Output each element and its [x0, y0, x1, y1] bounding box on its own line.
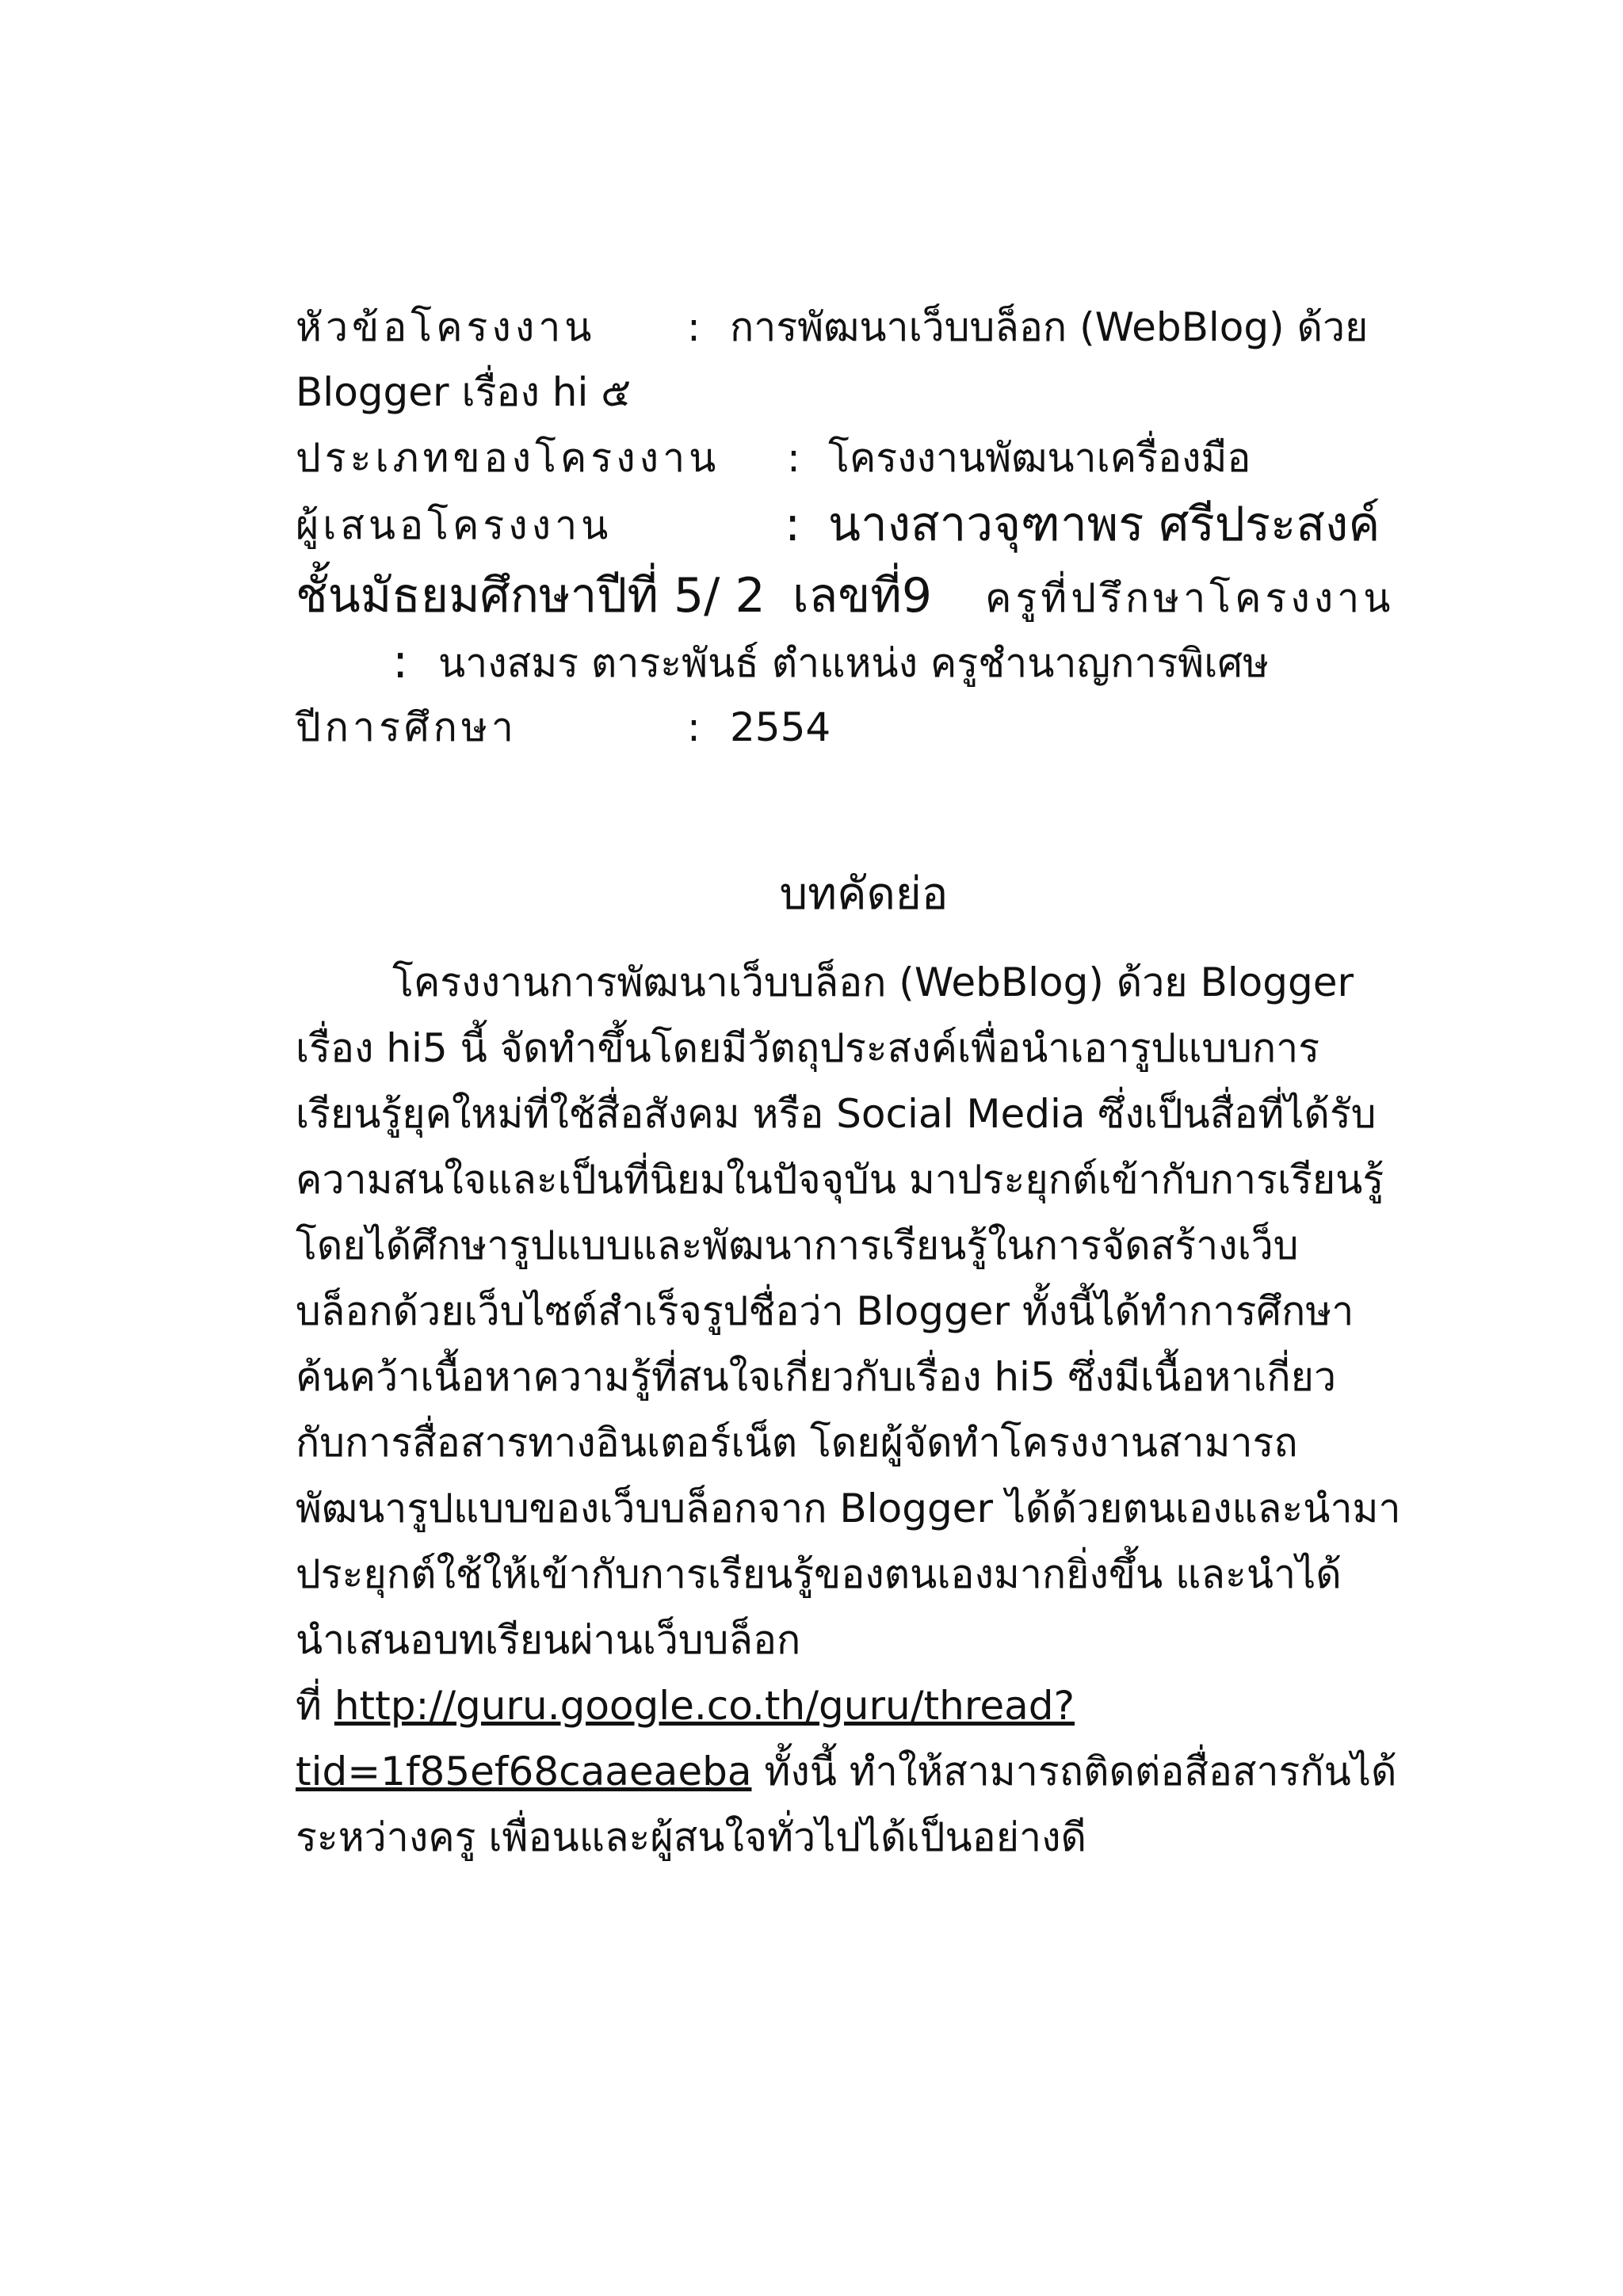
- advisor-colon: :: [392, 634, 409, 689]
- type-label: ประเภทของโครงงาน: [296, 435, 720, 481]
- abstract-line-2: เรื่อง hi5 นี้ จัดทำขึ้นโดยมีวัตถุประสงค์เพื่อนำเอารูปแบบการ: [296, 1025, 1320, 1071]
- abstract-line-9: พัฒนารูปแบบของเว็บบล็อกจาก Blogger ได้ด้วยตนเองและนำมา: [296, 1486, 1401, 1531]
- topic-value-continued: Blogger เรื่อง hi ๕: [296, 369, 632, 415]
- abstract-line-1: โครงงานการพัฒนาเว็บบล็อก (WebBlog) ด้วย Blogger: [392, 959, 1354, 1005]
- author-value: นางสาวจุฑาพร ศรีประสงค์: [828, 497, 1381, 552]
- abstract-line-8: กับการสื่อสารทางอินเตอร์เน็ต โดยผู้จัดทำโครงงานสามารถ: [296, 1420, 1298, 1466]
- abstract-link-line: [296, 1683, 1075, 1729]
- guru-thread-link[interactable]: http://guru.google.co.th/guru/thread?: [334, 1683, 1075, 1729]
- student-number: เลขที่9: [792, 568, 933, 624]
- abstract-line-11: นำเสนอบทเรียนผ่านเว็บบล็อก: [296, 1617, 801, 1663]
- type-colon: :: [787, 435, 800, 481]
- class-text: ชั้นมัธยมศึกษาปีที่ 5/ 2: [296, 568, 766, 624]
- abstract-line-4: ความสนใจและเป็นที่นิยมในปัจจุบัน มาประยุกต์เข้ากับการเรียนรู้: [296, 1157, 1384, 1203]
- link-prefix: ที่: [296, 1683, 334, 1729]
- author-colon: :: [785, 497, 801, 552]
- abstract-line-3: เรียนรู้ยุคใหม่ที่ใช้สื่อสังคม หรือ Social Media ซึ่งเป็นสื่อที่ได้รับ: [296, 1091, 1377, 1137]
- abstract-link-continuation: [296, 1749, 1397, 1794]
- advisor-label: ครูที่ปรึกษาโครงงาน: [985, 575, 1395, 621]
- type-value: โครงงานพัฒนาเครื่องมือ: [828, 435, 1251, 481]
- abstract-title: บทคัดย่อ: [779, 868, 949, 920]
- author-label: ผู้เสนอโครงงาน: [296, 502, 613, 548]
- topic-label: หัวข้อโครงงาน: [296, 304, 596, 350]
- advisor-value: นางสมร ตาระพันธ์ ตำแหน่ง ครูชำนาญการพิเศษ: [438, 640, 1270, 686]
- abstract-last-line: ระหว่างครู เพื่อนและผู้สนใจทั่วไปได้เป็นอย่างดี: [296, 1814, 1086, 1860]
- year-value: 2554: [730, 704, 831, 750]
- topic-colon: :: [687, 304, 701, 350]
- abstract-line-10: ประยุกต์ใช้ให้เข้ากับการเรียนรู้ของตนเองมากยิ่งขึ้น และนำได้: [296, 1551, 1342, 1597]
- after-link-text: ทั้งนี้ ทำให้สามารถติดต่อสื่อสารกันได้: [751, 1749, 1397, 1794]
- abstract-line-5: โดยได้ศึกษารูปแบบและพัฒนาการเรียนรู้ในการจัดสร้างเว็บ: [296, 1222, 1299, 1268]
- topic-value: การพัฒนาเว็บบล็อก (WebBlog) ด้วย: [730, 304, 1369, 350]
- year-label: ปีการศึกษา: [296, 704, 517, 750]
- guru-thread-link-continued[interactable]: tid=1f85ef68caaeaeba: [296, 1749, 752, 1794]
- abstract-line-6: บล็อกด้วยเว็บไซต์สำเร็จรูปชื่อว่า Blogger ทั้งนี้ได้ทำการศึกษา: [296, 1288, 1354, 1334]
- year-colon: :: [687, 704, 701, 750]
- abstract-line-7: ค้นคว้าเนื้อหาความรู้ที่สนใจเกี่ยวกับเรื่อง hi5 ซึ่งมีเนื้อหาเกี่ยว: [296, 1354, 1337, 1400]
